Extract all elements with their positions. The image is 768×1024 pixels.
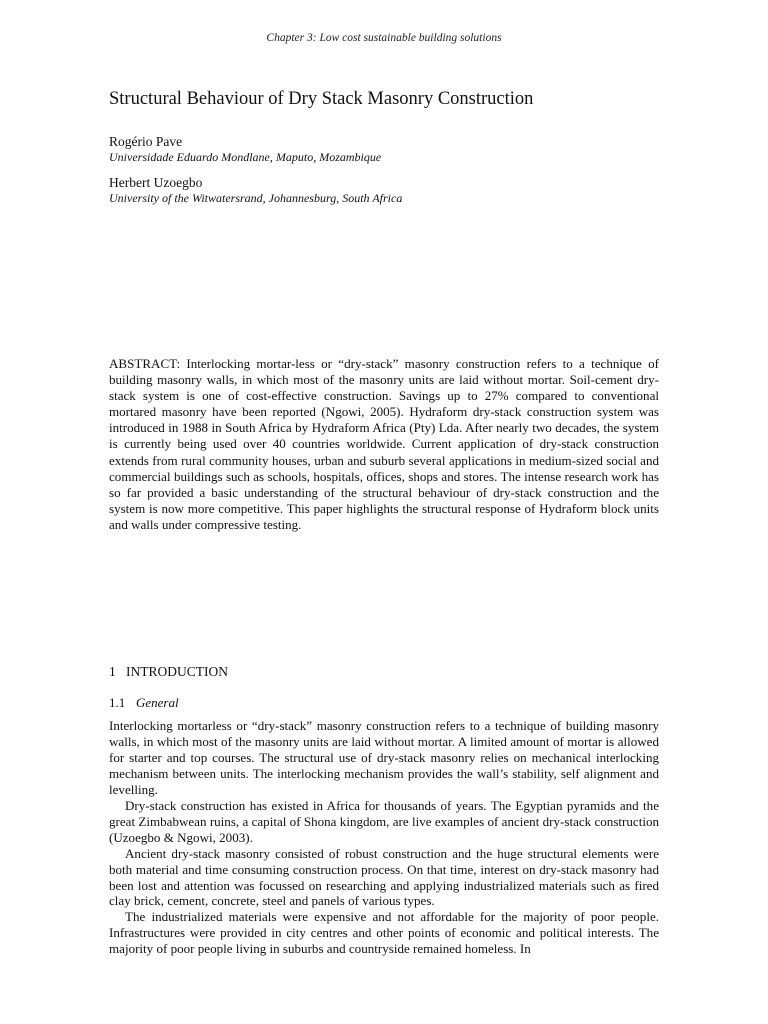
- body-paragraph: Interlocking mortarless or “dry-stack” masonry construction refers to a technique of building masonry walls, in which most of the masonry units are laid without mortar. A limited amount of mortar is allowed for starter and top courses. The structural use of dry-stack masonry relies on mechanical interlocking mechanism between units. The interlocking mechanism provides the wall’s stability, self alignment and levelling.: [109, 718, 659, 797]
- paper-title: Structural Behaviour of Dry Stack Masonry Construction: [109, 89, 534, 109]
- author-affiliation: University of the Witwatersrand, Johannesburg, South Africa: [109, 191, 403, 205]
- section-title: INTRODUCTION: [126, 664, 228, 679]
- section-number: 1: [109, 664, 116, 679]
- author-affiliation: Universidade Eduardo Mondlane, Maputo, Mozambique: [109, 150, 382, 164]
- body-paragraph: The industrialized materials were expensive and not affordable for the majority of poor people. Infrastructures were provided in city centres and other points of economic and political interests. The majority of poor people living in suburbs and countryside remained homeless. In: [109, 909, 659, 957]
- author-name: Herbert Uzoegbo: [109, 175, 203, 190]
- author-block: [109, 133, 669, 165]
- section-heading: [109, 664, 228, 680]
- body-paragraph: Ancient dry-stack masonry consisted of robust construction and the huge structural elements were both material and time consuming construction process. On that time, interest on dry-stack masonry had been lost and attention was focussed on researching and applying industrialized materials such as fired clay brick, cement, concrete, steel and panels of various types.: [109, 845, 659, 909]
- subsection-title: General: [136, 695, 179, 710]
- subsection-heading: [109, 695, 179, 711]
- subsection-number: 1.1: [109, 695, 126, 710]
- abstract: ABSTRACT: Interlocking mortar-less or “dry-stack” masonry construction refers to a technique of building masonry walls, in which most of the masonry units are laid without mortar. Soil-cement dry-stack system is one of cost-effective construction. Savings up to 27% compared to conventional mortared masonry have been reported (Ngowi, 2005). Hydraform dry-stack construction system was introduced in 1988 in South Africa by Hydraform Africa (Pty) Lda. After nearly two decades, the system is currently being used over 40 countries worldwide. Current application of dry-stack construction extends from rural community houses, urban and suburb several applications in medium-sized social and commercial buildings such as schools, hospitals, offices, shops and stores. The intense research work has so far provided a basic understanding of the structural behaviour of dry-stack construction and the system is now more competitive. This paper highlights the structural response of Hydraform block units and walls under compressive testing.: [109, 356, 659, 532]
- author-name: Rogério Pave: [109, 134, 183, 149]
- body-paragraph: Dry-stack construction has existed in Africa for thousands of years. The Egyptian pyramids and the great Zimbabwean ruins, a capital of Shona kingdom, are live examples of ancient dry-stack construction (Uzoegbo & Ngowi, 2003).: [109, 797, 659, 845]
- body-text: [109, 718, 659, 957]
- author-block: [109, 174, 669, 206]
- running-header: Chapter 3: Low cost sustainable building solutions: [266, 32, 502, 44]
